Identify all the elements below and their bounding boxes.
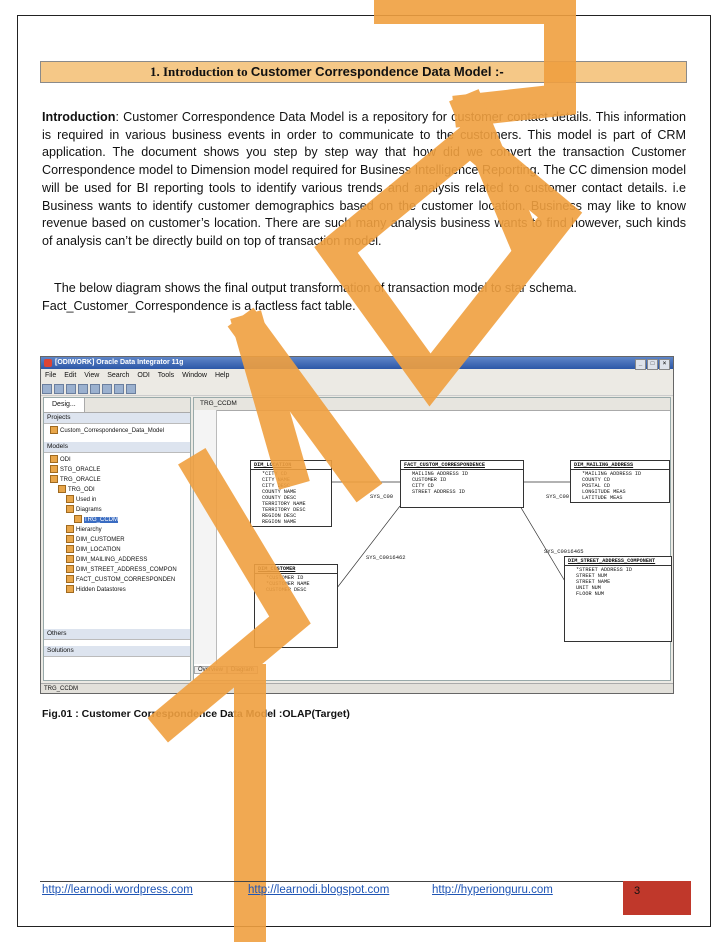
paste-icon[interactable]	[114, 384, 124, 394]
datastore-icon	[66, 535, 74, 543]
footer-link-wordpress[interactable]: http://learnodi.wordpress.com	[42, 884, 193, 896]
diagram-icon	[74, 515, 82, 523]
used-in-icon	[66, 495, 74, 503]
tab-diagram-trg-ccdm[interactable]: TRG_CCDM	[194, 398, 670, 411]
link-label: SYS_C0016462	[366, 554, 406, 561]
intro-paragraph	[42, 109, 686, 251]
heading-title: Customer Correspondence Data Model :-	[250, 64, 504, 79]
folder-icon	[50, 455, 58, 463]
intro-text: : Customer Correspondence Data Model is a repository for customer contact details. This information is required in various business events in order to communicate to the customers. This model is part of CRM application. The document shows you step by step way that how did we convert the transaction Customer Correspondence model to Dimension model required for Business Intelligence Reporting. The CC dimension model will be used for BI reporting tools to identify various trends and analysis related to customer contact details. i.e Business wants to identify customer demographics based on the customer location. Business may like to know revenue based on customer’s location. There are such many analysis business wants to find however, such kinds of analysis can’t be directly build on top of transaction model.	[42, 110, 686, 248]
menu-window[interactable]: Window	[182, 372, 207, 379]
solutions-section[interactable]: Solutions	[44, 646, 190, 657]
tree-item: DIM_STREET_ADDRESS_COMPON	[50, 565, 190, 575]
tab-overview[interactable]: Overview	[194, 666, 227, 674]
menu-help[interactable]: Help	[214, 372, 230, 379]
tree-item: Hidden Datastores	[50, 585, 190, 595]
tree-item: DIM_CUSTOMER	[50, 535, 190, 545]
designer-pane	[43, 397, 191, 681]
tree-item: FACT_CUSTOM_CORRESPONDEN	[50, 575, 190, 585]
table-fact-custom-correspondence[interactable]: FACT_CUSTOM_CORRESPONDENCE MAILING ADDRESS ID CUSTOMER ID CITY CD STREET ADDRESS ID	[400, 460, 524, 508]
link-label: SYS_C0016465	[544, 548, 584, 555]
projects-section[interactable]: Projects	[44, 413, 190, 424]
page-number: 3	[623, 881, 691, 915]
project-icon	[50, 426, 58, 434]
tree-item: TRG_ORACLE	[50, 475, 190, 485]
save-all-icon[interactable]	[78, 384, 88, 394]
table-dim-mailing-address[interactable]: DIM_MAILING_ADDRESS *MAILING ADDRESS ID COUNTY CD POSTAL CD LONGITUDE MEAS LATITUDE MEAS	[570, 460, 670, 503]
folder-icon	[50, 465, 58, 473]
table-dim-customer[interactable]: DIM_CUSTOMER *CUSTOMER ID *CUSTOMER NAME CUSTOMER DESC	[254, 564, 338, 648]
menu-edit[interactable]: Edit	[64, 372, 77, 379]
model-icon	[58, 485, 66, 493]
new-icon[interactable]	[42, 384, 52, 394]
tab-designer[interactable]: Desig...	[44, 398, 85, 412]
odi-menubar	[41, 370, 673, 381]
tree-item: Hierarchy	[50, 525, 190, 535]
run-icon[interactable]	[126, 384, 136, 394]
table-dim-street-address-component[interactable]: DIM_STREET_ADDRESS_COMPONENT *STREET ADDRESS ID STREET NUM STREET NAME UNIT NUM FLOOR NUM	[564, 556, 672, 642]
folder-icon	[50, 475, 58, 483]
maximize-icon[interactable]: □	[647, 359, 658, 370]
menu-odi[interactable]: ODI	[137, 372, 150, 379]
footer-link-blogspot[interactable]: http://learnodi.blogspot.com	[248, 884, 390, 896]
menu-search[interactable]: Search	[107, 372, 130, 379]
tree-item: ODI	[50, 455, 190, 465]
odi-statusbar: TRG_CCDM	[41, 683, 673, 693]
save-icon[interactable]	[66, 384, 76, 394]
tree-item: Diagrams	[50, 505, 190, 515]
table-dim-location[interactable]: DIM_LOCATION *CITY CD CITY NAME CITY DESC COUNTY NAME COUNTY DESC TERRITORY NAME TERRITORY DESC REGION DESC REGION NAME	[250, 460, 332, 527]
tab-diagram[interactable]: Diagram	[227, 666, 258, 674]
folder-icon	[66, 585, 74, 593]
menu-tools[interactable]: Tools	[157, 372, 175, 379]
tree-item: TRG_ODI	[50, 485, 190, 495]
figure-caption: Fig.01 : Customer Correspondence Data Model :OLAP(Target)	[42, 708, 350, 720]
datastore-icon	[66, 545, 74, 553]
odi-window-title: [ODIWORK] Oracle Data Integrator 11g	[55, 359, 184, 366]
link-label: SYS_C00	[546, 493, 570, 500]
tree-item: TRG_CCDM	[50, 515, 190, 525]
minimize-icon[interactable]: _	[635, 359, 646, 370]
odi-toolbar	[41, 381, 673, 396]
heading-number: 1. Introduction to	[150, 64, 248, 79]
diagram-description	[42, 280, 686, 315]
link-label: SYS_C00	[370, 493, 394, 500]
datastore-icon	[66, 575, 74, 583]
diagram-pane	[193, 397, 671, 681]
copy-icon[interactable]	[102, 384, 112, 394]
tree-item: Used in	[50, 495, 190, 505]
odi-titlebar	[41, 357, 673, 369]
menu-file[interactable]: File	[45, 372, 57, 379]
section-heading	[40, 61, 687, 83]
datastore-icon	[66, 565, 74, 573]
footer-link-hyperionguru[interactable]: http://hyperionguru.com	[432, 884, 553, 896]
menu-view[interactable]: View	[84, 372, 100, 379]
odi-logo-icon	[44, 359, 52, 367]
close-icon[interactable]: ×	[659, 359, 670, 370]
tree-item: Custom_Correspondence_Data_Model	[50, 426, 190, 436]
open-icon[interactable]	[54, 384, 64, 394]
intro-label: Introduction	[42, 110, 116, 124]
others-section[interactable]: Others	[44, 629, 190, 640]
cut-icon[interactable]	[90, 384, 100, 394]
diagrams-icon	[66, 505, 74, 513]
hierarchy-icon	[66, 525, 74, 533]
models-section[interactable]: Models	[44, 442, 190, 453]
tree-item: DIM_MAILING_ADDRESS	[50, 555, 190, 565]
description-line-2: Fact_Customer_Correspondence is a factless fact table.	[42, 298, 356, 313]
datastore-icon	[66, 555, 74, 563]
description-line-1: The below diagram shows the final output transformation of transaction model to star schema.	[54, 281, 577, 295]
footer-divider	[40, 881, 691, 882]
odi-screenshot	[40, 356, 674, 694]
tree-item: DIM_LOCATION	[50, 545, 190, 555]
tree-item: STG_ORACLE	[50, 465, 190, 475]
